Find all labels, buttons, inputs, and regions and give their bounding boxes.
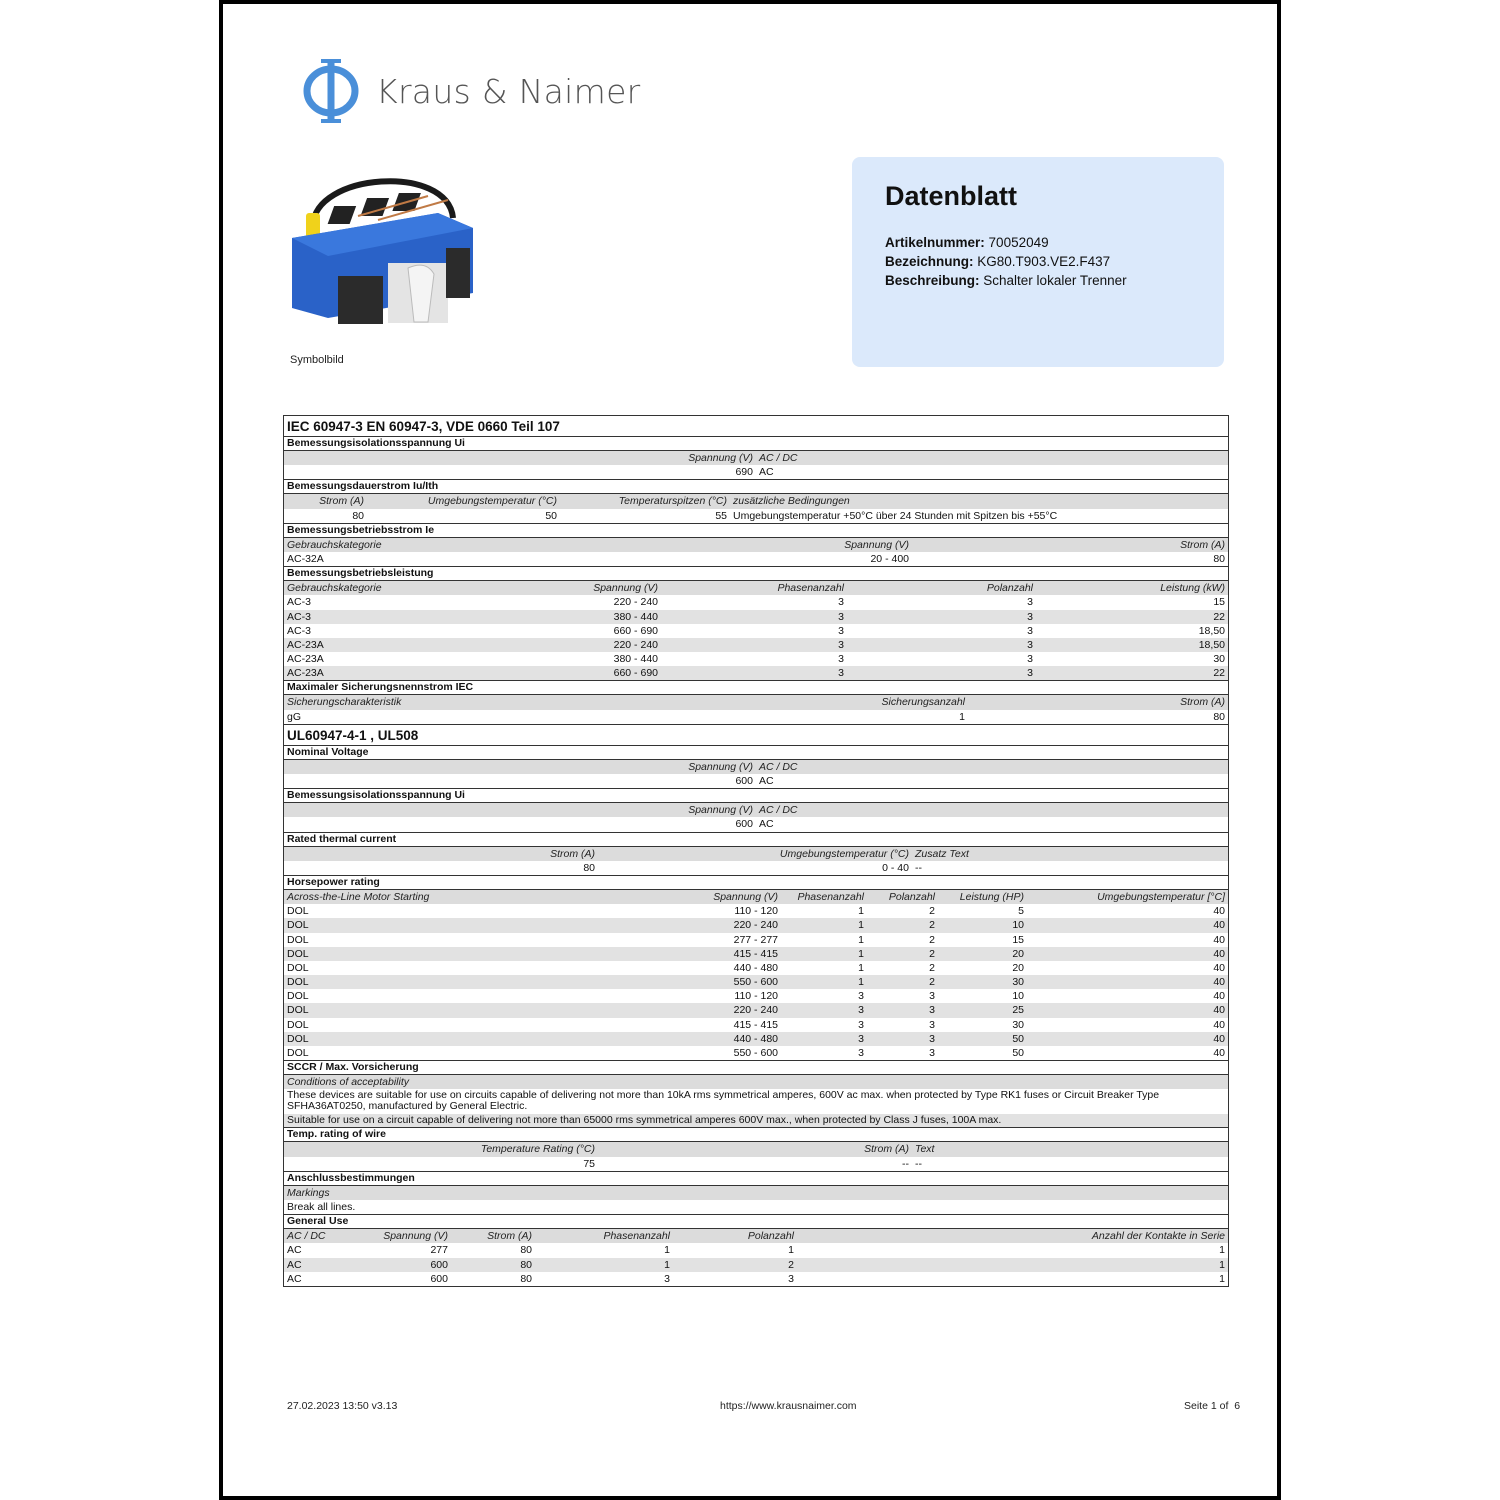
cell: 380 - 440	[613, 653, 658, 666]
header-cell: Umgebungstemperatur [°C]	[1097, 890, 1225, 903]
header-cell: Gebrauchskategorie	[287, 582, 382, 595]
cell: 2	[788, 1258, 794, 1271]
header-cell: Sicherungsanzahl	[881, 696, 965, 709]
cell: 15	[1012, 933, 1024, 946]
header-cell: Anzahl der Kontakte in Serie	[1091, 1230, 1225, 1243]
footer-timestamp: 27.02.2023 13:50 v3.13	[287, 1400, 398, 1412]
table-row	[284, 652, 1228, 666]
brand-logo	[302, 56, 641, 126]
cell: AC-23A	[287, 653, 324, 666]
table-header-row	[284, 1075, 1228, 1089]
table-row	[284, 861, 1228, 876]
header-cell: Temperaturspitzen (°C)	[618, 495, 727, 508]
cell: 10	[1012, 919, 1024, 932]
designation-line	[885, 252, 1127, 271]
cell: 80	[520, 1258, 532, 1271]
cell: 3	[1027, 667, 1033, 680]
cell: AC-32A	[287, 552, 324, 565]
header-cell: Gebrauchskategorie	[287, 538, 382, 551]
table-row	[284, 975, 1228, 989]
header-cell: Temperature Rating (°C)	[480, 1143, 595, 1156]
table-header-row	[284, 1229, 1228, 1243]
header-cell: Strom (A)	[1180, 696, 1225, 709]
cell: 2	[929, 961, 935, 974]
header-cell: Conditions of acceptability	[287, 1076, 409, 1089]
cell: AC-3	[287, 610, 311, 623]
cell: AC	[287, 1258, 302, 1271]
section-title: Temp. rating of wire	[284, 1128, 1228, 1142]
cell: 3	[929, 990, 935, 1003]
cell: 80	[352, 509, 364, 522]
datasheet-infobox	[852, 157, 1224, 367]
header-cell: Phasenanzahl	[797, 890, 864, 903]
header-cell: Across-the-Line Motor Starting	[287, 890, 430, 903]
table-header-row	[284, 494, 1228, 508]
cell: 55	[715, 509, 727, 522]
cell: DOL	[287, 1018, 309, 1031]
header-cell: Polanzahl	[888, 890, 935, 903]
header-cell: Polanzahl	[986, 582, 1033, 595]
cell: 1	[858, 947, 864, 960]
cell: 80	[520, 1244, 532, 1257]
designation-label: Bezeichnung:	[885, 254, 974, 269]
table-header-row	[284, 538, 1228, 552]
table-row	[284, 509, 1228, 524]
cell: 18,50	[1198, 638, 1225, 651]
cell: 600	[430, 1272, 448, 1285]
cell: 220 - 240	[613, 638, 658, 651]
cell: 415 - 415	[733, 1018, 778, 1031]
cell: 40	[1213, 1032, 1225, 1045]
cell: 80	[1213, 552, 1225, 565]
cell: 40	[1213, 1047, 1225, 1059]
article-number-line	[885, 233, 1127, 252]
cell: 25	[1012, 1004, 1024, 1017]
cell: 600	[735, 775, 753, 787]
table-row	[284, 1243, 1228, 1257]
table-row	[284, 610, 1228, 624]
cell: 690	[735, 466, 753, 479]
cell: 2	[929, 933, 935, 946]
section-title: Bemessungsisolationsspannung Ui	[284, 437, 1228, 451]
table-row	[284, 947, 1228, 961]
cell: 3	[929, 1032, 935, 1045]
header-cell: AC / DC	[287, 1230, 326, 1243]
cell: DOL	[287, 1004, 309, 1017]
cell: 20 - 400	[870, 552, 909, 565]
header-cell: Strom (A)	[550, 847, 595, 860]
cell: 600	[735, 818, 753, 831]
cell: DOL	[287, 1047, 309, 1059]
cell: 3	[858, 1047, 864, 1059]
cell: 20	[1012, 947, 1024, 960]
cell: 110 - 120	[734, 990, 778, 1003]
cell: 30	[1012, 1018, 1024, 1031]
table-row	[284, 465, 1228, 480]
cell: 380 - 440	[613, 610, 658, 623]
cell: 30	[1012, 976, 1024, 989]
cell: AC-23A	[287, 638, 324, 651]
header-cell: Phasenanzahl	[603, 1230, 670, 1243]
cell: 3	[858, 1018, 864, 1031]
cell: 40	[1213, 947, 1225, 960]
header-cell: Leistung (HP)	[959, 890, 1024, 903]
cell: 1	[788, 1244, 794, 1257]
cell: 40	[1213, 976, 1225, 989]
cell: 3	[1027, 624, 1033, 637]
table-row	[284, 1018, 1228, 1032]
phi-logo-icon	[302, 57, 360, 125]
cell: 3	[838, 667, 844, 680]
cell: AC	[759, 818, 774, 831]
cell: 1	[664, 1244, 670, 1257]
header-cell: Spannung (V)	[383, 1230, 448, 1243]
cell: 3	[858, 1004, 864, 1017]
spec-table	[283, 415, 1229, 1287]
header-cell: Sicherungscharakteristik	[287, 696, 402, 709]
sccr-condition-2: Suitable for use on a circuit capable of delivering not more than 65000 rms symmetrical amperes 600V max., when protected by Class J fuses, 100A max.	[284, 1114, 1228, 1128]
cell: Break all lines.	[287, 1200, 356, 1213]
cell: 660 - 690	[613, 624, 658, 637]
table-header-row	[284, 890, 1228, 904]
footer-page-number: Seite 1 of 6	[1184, 1400, 1241, 1412]
cell: 1	[664, 1258, 670, 1271]
cell: 3	[1027, 638, 1033, 651]
cell: 1	[1219, 1244, 1225, 1257]
cell: 10	[1012, 990, 1024, 1003]
header-cell: Spannung (V)	[688, 760, 753, 773]
cell: 1	[959, 710, 965, 723]
cell: --	[902, 1157, 909, 1170]
cell: 1	[858, 919, 864, 932]
cell: 2	[929, 976, 935, 989]
table-row	[284, 933, 1228, 947]
cell: DOL	[287, 919, 309, 932]
section-title: Nominal Voltage	[284, 746, 1228, 760]
footer-url-link[interactable]: https://www.krausnaimer.com	[720, 1400, 857, 1412]
header-cell: Spannung (V)	[713, 890, 778, 903]
header-cell: Umgebungstemperatur (°C)	[427, 495, 557, 508]
table-header-row	[284, 451, 1228, 465]
cell: 1	[858, 961, 864, 974]
table-row	[284, 1272, 1228, 1286]
datasheet-title: Datenblatt	[885, 181, 1018, 211]
cell: 2	[929, 947, 935, 960]
cell: DOL	[287, 947, 309, 960]
cell: AC-3	[287, 596, 311, 609]
cell: 15	[1213, 596, 1225, 609]
cell: 40	[1213, 919, 1225, 932]
header-cell: Strom (A)	[319, 495, 364, 508]
cell: 600	[430, 1258, 448, 1271]
cell: --	[915, 1157, 922, 1170]
cell: 277	[430, 1244, 448, 1257]
cell: 220 - 240	[733, 919, 778, 932]
cell: 3	[664, 1272, 670, 1285]
table-row	[284, 624, 1228, 638]
cell: 40	[1213, 990, 1225, 1003]
section-title: Bemessungsbetriebsstrom Ie	[284, 524, 1228, 538]
cell: 3	[788, 1272, 794, 1285]
cell: 3	[929, 1004, 935, 1017]
header-cell: AC / DC	[759, 760, 798, 773]
header-cell: Spannung (V)	[593, 582, 658, 595]
cell: 50	[1012, 1032, 1024, 1045]
table-row	[284, 595, 1228, 609]
section-title: Bemessungsbetriebsleistung	[284, 567, 1228, 581]
cell: 3	[1027, 610, 1033, 623]
cell: 20	[1012, 961, 1024, 974]
cell: 40	[1213, 961, 1225, 974]
table-row	[284, 817, 1228, 832]
header-cell: AC / DC	[759, 452, 798, 464]
cell: 550 - 600	[733, 976, 778, 989]
cell: AC	[287, 1244, 302, 1257]
cell: AC-3	[287, 624, 311, 637]
cell: 30	[1213, 653, 1225, 666]
header-cell: Text	[915, 1143, 935, 1156]
cell: 1	[858, 933, 864, 946]
cell: 440 - 480	[733, 1032, 778, 1045]
cell: gG	[287, 710, 302, 723]
cell: 40	[1213, 933, 1225, 946]
table-header-row	[284, 1186, 1228, 1200]
section-title: Horsepower rating	[284, 876, 1228, 890]
table-header-row	[284, 1142, 1228, 1156]
cell: 50	[545, 509, 557, 522]
cell: DOL	[287, 990, 309, 1003]
section-title: Bemessungsdauerstrom Iu/Ith	[284, 480, 1228, 494]
cell: 110 - 120	[734, 905, 778, 918]
brand-name: Kraus & Naimer	[376, 71, 641, 111]
table-header-row	[284, 695, 1228, 709]
cell: --	[915, 861, 922, 874]
cell: AC	[287, 1272, 302, 1285]
cell: 3	[838, 610, 844, 623]
cell: 75	[583, 1157, 595, 1170]
cell: 220 - 240	[733, 1004, 778, 1017]
cell: 3	[858, 990, 864, 1003]
table-row	[284, 1003, 1228, 1017]
cell: Umgebungstemperatur +50°C über 24 Stunden mit Spitzen bis +55°C	[733, 509, 1058, 522]
table-row	[284, 774, 1228, 789]
section-title: Rated thermal current	[284, 833, 1228, 847]
table-row	[284, 1200, 1228, 1215]
table-row	[284, 904, 1228, 918]
header-cell: Umgebungstemperatur (°C)	[779, 847, 909, 860]
cell: 3	[1027, 596, 1033, 609]
table-row	[284, 989, 1228, 1003]
cell: 0 - 40	[882, 861, 909, 874]
cell: 40	[1213, 1004, 1225, 1017]
header-cell: Polanzahl	[747, 1230, 794, 1243]
header-cell: Strom (A)	[864, 1143, 909, 1156]
cell: 40	[1213, 905, 1225, 918]
cell: 80	[520, 1272, 532, 1285]
cell: 18,50	[1198, 624, 1225, 637]
section-title: General Use	[284, 1215, 1228, 1229]
table-header-row	[284, 847, 1228, 861]
table-header-row	[284, 581, 1228, 595]
cell: DOL	[287, 933, 309, 946]
cell: 3	[838, 596, 844, 609]
table-row	[284, 961, 1228, 975]
cell: 1	[858, 905, 864, 918]
cell: 22	[1213, 667, 1225, 680]
header-cell: Zusatz Text	[915, 847, 969, 860]
ul-standard-title: UL60947-4-1 , UL508	[284, 725, 1228, 746]
table-row	[284, 918, 1228, 932]
header-cell: Phasenanzahl	[777, 582, 844, 595]
cell: 440 - 480	[733, 961, 778, 974]
cell: 3	[1027, 653, 1033, 666]
table-row	[284, 1046, 1228, 1061]
header-cell: Leistung (kW)	[1160, 582, 1225, 595]
cell: 415 - 415	[733, 947, 778, 960]
cell: 550 - 600	[733, 1047, 778, 1059]
cell: 660 - 690	[613, 667, 658, 680]
cell: 5	[1018, 905, 1024, 918]
cell: 1	[1219, 1258, 1225, 1271]
cell: 1	[1219, 1272, 1225, 1285]
header-cell: Spannung (V)	[688, 804, 753, 817]
header-cell: Strom (A)	[1180, 538, 1225, 551]
cell: 3	[858, 1032, 864, 1045]
cell: 3	[929, 1018, 935, 1031]
cell: DOL	[287, 961, 309, 974]
header-cell: Spannung (V)	[844, 538, 909, 551]
table-header-row	[284, 803, 1228, 817]
description-value: Schalter lokaler Trenner	[983, 273, 1127, 288]
header-cell: AC / DC	[759, 804, 798, 817]
cell: AC-23A	[287, 667, 324, 680]
table-row	[284, 1157, 1228, 1172]
cell: 1	[858, 976, 864, 989]
product-image	[288, 168, 478, 338]
table-row	[284, 1032, 1228, 1046]
cell: AC	[759, 466, 774, 479]
header-cell: Markings	[287, 1186, 330, 1199]
article-number-value: 70052049	[988, 235, 1049, 250]
section-title: Maximaler Sicherungsnennstrom IEC	[284, 681, 1228, 695]
cell: AC	[759, 775, 774, 787]
table-header-row	[284, 760, 1228, 774]
cell: 3	[838, 638, 844, 651]
section-title: SCCR / Max. Vorsicherung	[284, 1061, 1228, 1075]
cell: DOL	[287, 1032, 309, 1045]
cell: 3	[929, 1047, 935, 1059]
cell: 40	[1213, 1018, 1225, 1031]
description-line	[885, 271, 1127, 290]
table-row	[284, 1258, 1228, 1272]
cell: 50	[1012, 1047, 1024, 1059]
header-cell: zusätzliche Bedingungen	[733, 495, 850, 508]
cell: 277 - 277	[733, 933, 778, 946]
iec-standard-title: IEC 60947-3 EN 60947-3, VDE 0660 Teil 107	[284, 416, 1228, 437]
designation-value: KG80.T903.VE2.F437	[977, 254, 1111, 269]
table-row	[284, 710, 1228, 725]
cell: 80	[1213, 710, 1225, 723]
table-row	[284, 638, 1228, 652]
section-title: Bemessungsisolationsspannung Ui	[284, 789, 1228, 803]
sccr-condition-1: These devices are suitable for use on circuits capable of delivering not more than 10kA rms symmetrical amperes, 600V ac max. when protected by Type RK1 fuses or Circuit Breaker Type SFHA36AT0250, manufactured by General Electric.	[284, 1089, 1228, 1114]
cell: 220 - 240	[613, 596, 658, 609]
article-number-label: Artikelnummer:	[885, 235, 985, 250]
cell: 22	[1213, 610, 1225, 623]
image-caption: Symbolbild	[290, 354, 344, 366]
cell: 2	[929, 905, 935, 918]
cell: 3	[838, 624, 844, 637]
table-row	[284, 552, 1228, 567]
section-title: Anschlussbestimmungen	[284, 1172, 1228, 1186]
header-cell: Strom (A)	[487, 1230, 532, 1243]
table-row	[284, 666, 1228, 681]
header-cell: Spannung (V)	[688, 452, 753, 464]
cell: 80	[583, 861, 595, 874]
description-label: Beschreibung:	[885, 273, 980, 288]
cell: DOL	[287, 905, 309, 918]
cell: 2	[929, 919, 935, 932]
cell: DOL	[287, 976, 309, 989]
cell: 3	[838, 653, 844, 666]
